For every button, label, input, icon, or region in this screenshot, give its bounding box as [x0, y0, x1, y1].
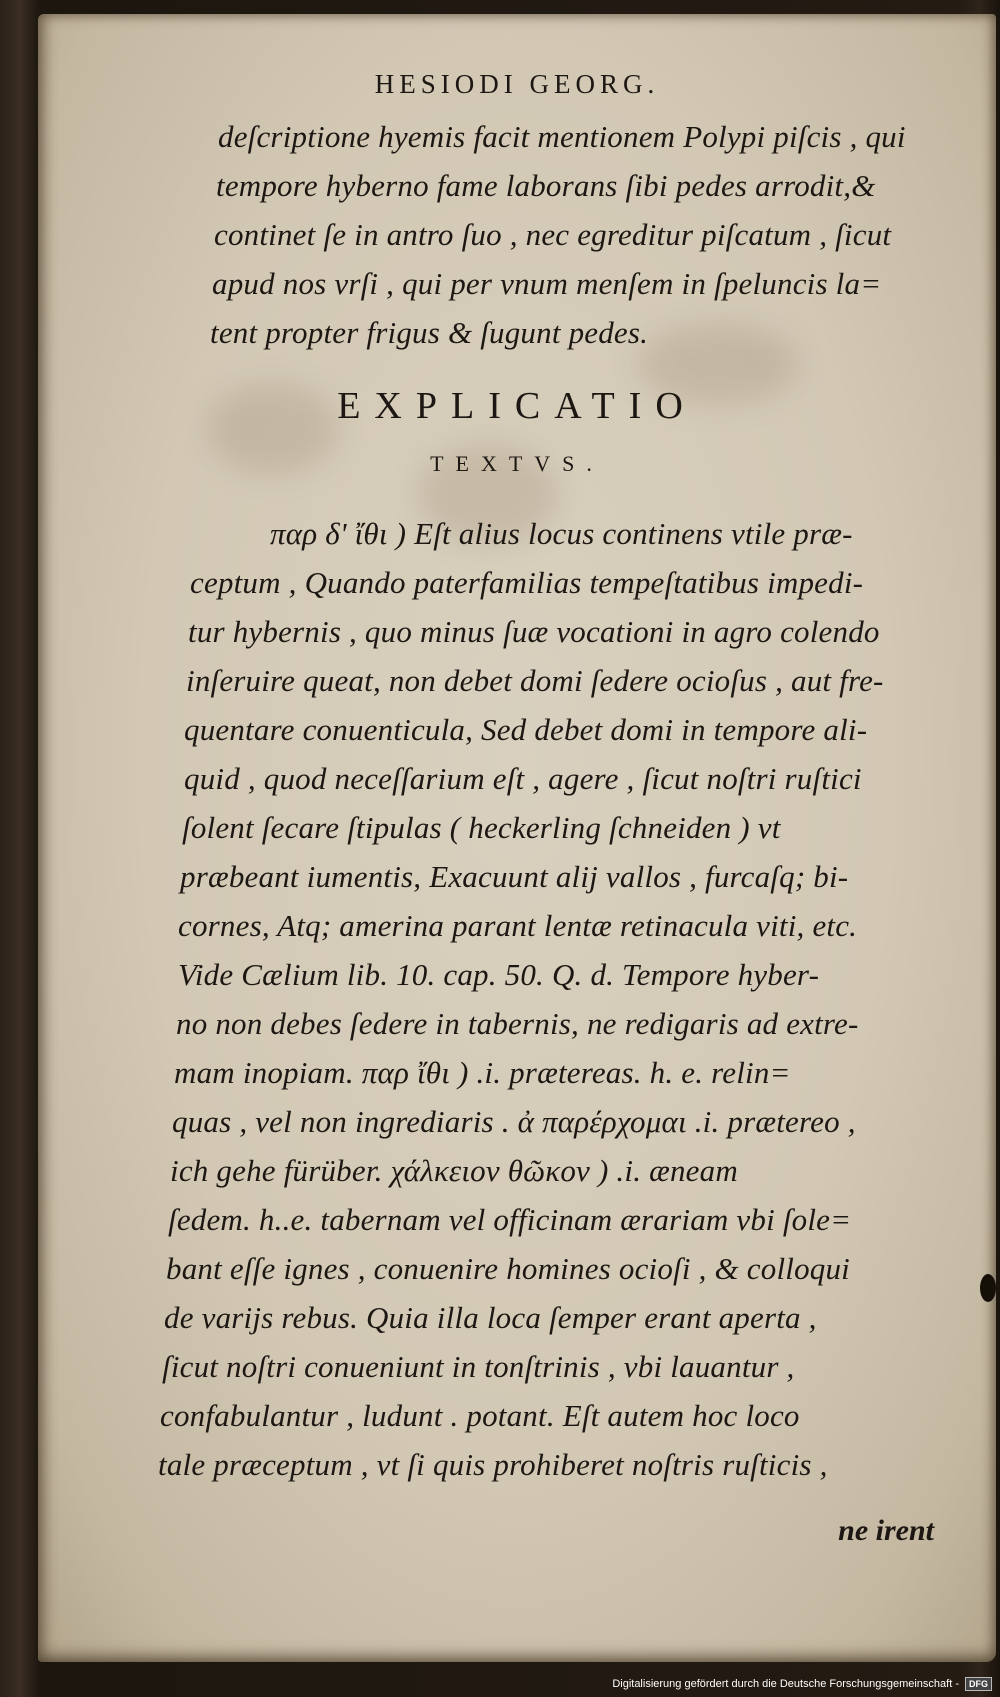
section-subheading: TEXTVS. — [430, 451, 604, 476]
section-heading: EXPLICATIO — [337, 385, 697, 427]
book-page — [38, 14, 996, 1662]
catchword: ne irent — [838, 1514, 934, 1547]
text-line: ceptum , Quando paterfamilias tempeſtatibus impedi- — [190, 565, 864, 600]
text-line: deſcriptione hyemis facit mentionem Polypi piſcis , qui — [218, 119, 906, 154]
text-line: Vide Cælium lib. 10. cap. 50. Q. d. Tempore hyber- — [178, 957, 820, 992]
dfg-logo-icon: DFG — [965, 1677, 992, 1691]
text-line: quentare conuenticula, Sed debet domi in tempore ali- — [184, 712, 868, 747]
text-line: de varijs rebus. Quia illa loca ſemper erant aperta , — [164, 1300, 817, 1335]
text-line: cornes, Atq; amerina parant lentæ retinacula viti, etc. — [178, 908, 858, 943]
text-line: tent propter frigus & ſugunt pedes. — [210, 315, 649, 350]
text-line: tale præceptum , vt ſi quis prohiberet noſtris ruſticis , — [158, 1447, 828, 1482]
text-line: παρ δ' ἴθι ) Eſt alius locus continens vtile præ- — [270, 516, 853, 551]
text-line: tur hybernis , quo minus ſuæ vocationi in agro colendo — [188, 614, 880, 649]
text-line: bant eſſe ignes , conuenire homines ocioſi , & colloqui — [166, 1251, 850, 1286]
text-line: ſedem. h..e. tabernam vel officinam ærariam vbi ſole= — [168, 1202, 852, 1237]
text-line: apud nos vrſi , qui per vnum menſem in ſpeluncis la= — [212, 266, 882, 301]
text-line: inſeruire queat, non debet domi ſedere ocioſus , aut fre- — [186, 663, 884, 698]
text-line: quas , vel non ingrediaris . ἀ παρέρχομαι .i. prætereo , — [172, 1104, 856, 1139]
page-hole — [980, 1274, 996, 1302]
text-line: ich gehe fürüber. χάλκειον θῶκον ) .i. æneam — [170, 1153, 738, 1188]
text-line: præbeant iumentis, Exacuunt alij vallos , furcaſq; bi- — [180, 859, 849, 894]
footer-text: Digitalisierung gefördert durch die Deutsche Forschungsgemeinschaft - — [612, 1678, 959, 1690]
text-line: ſolent ſecare ſtipulas ( heckerling ſchneiden ) vt — [182, 810, 781, 845]
text-line: continet ſe in antro ſuo , nec egreditur piſcatum , ſicut — [214, 217, 892, 252]
text-line: mam inopiam. παρ ἴθι ) .i. prætereas. h. e. relin= — [174, 1055, 791, 1090]
running-head: HESIODI GEORG. — [374, 69, 660, 99]
text-line: confabulantur , ludunt . potant. Eſt autem hoc loco — [160, 1398, 800, 1433]
text-line: ſicut noſtri conueniunt in tonſtrinis , vbi lauantur , — [162, 1349, 795, 1384]
text-line: tempore hyberno fame laborans ſibi pedes arrodit,& — [216, 168, 876, 203]
digitization-footer — [612, 1677, 992, 1691]
text-line: no non debes ſedere in tabernis, ne redigaris ad extre- — [176, 1006, 859, 1041]
text-line: quid , quod neceſſarium eſt , agere , ſicut noſtri ruſtici — [184, 761, 862, 796]
